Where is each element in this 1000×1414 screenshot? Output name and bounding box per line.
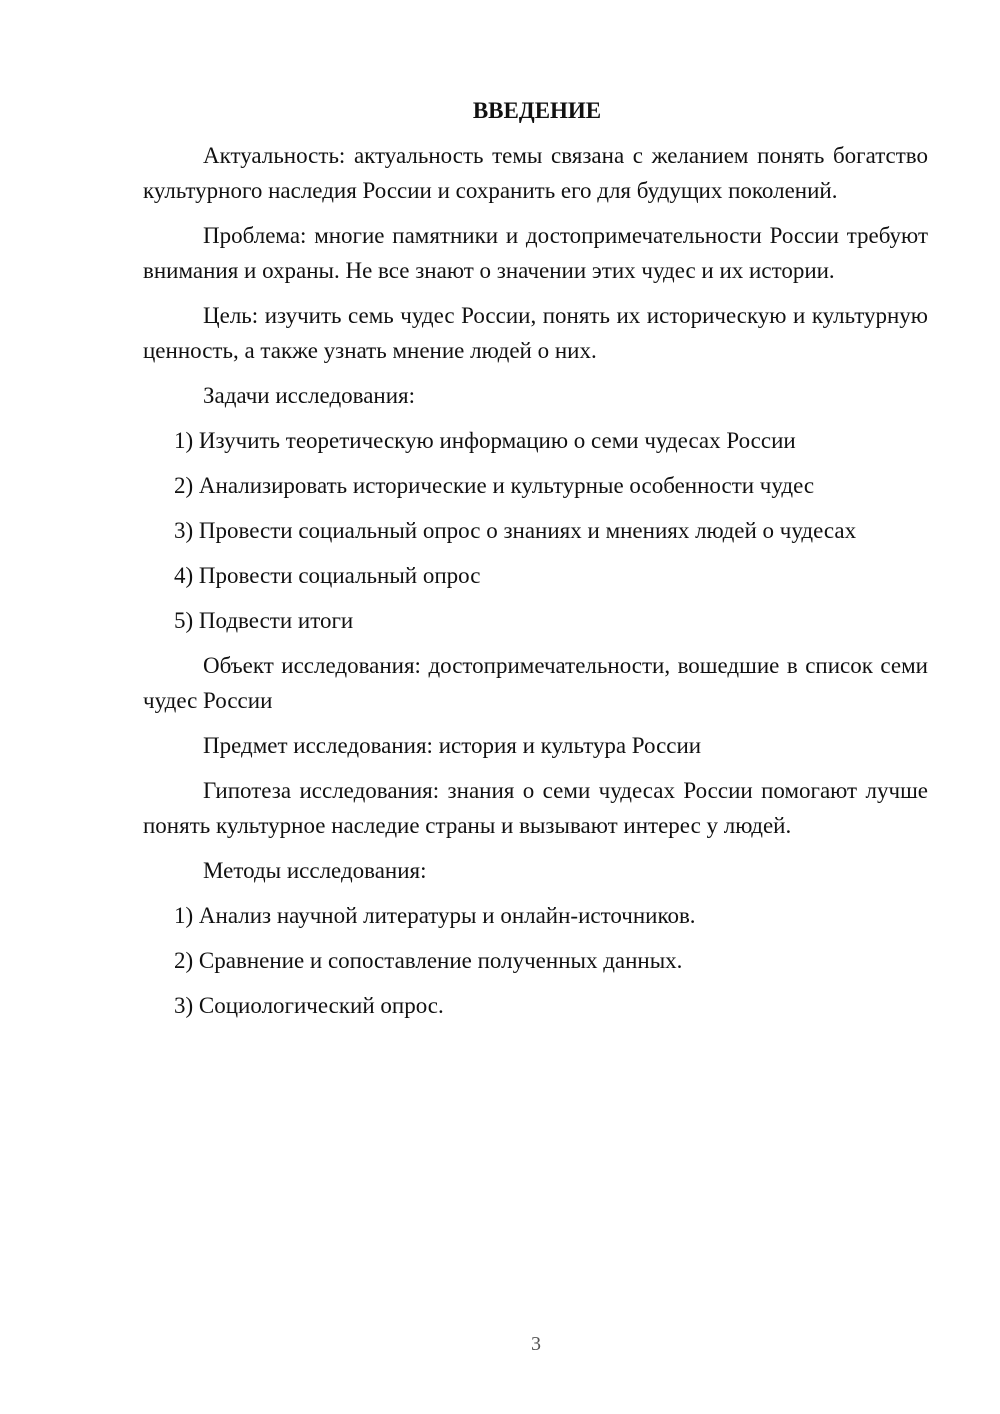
tasks-list [143, 423, 928, 638]
method-item: 1) Анализ научной литературы и онлайн-источников. [174, 903, 696, 928]
tasks-title: Задачи исследования: [203, 383, 416, 408]
problem-paragraph: Проблема: многие памятники и достопримечательности России требуют внимания и охраны. Не все знают о значении этих чудес и их истории. [143, 223, 928, 283]
methods-list [143, 898, 928, 1023]
task-item: 5) Подвести итоги [174, 608, 354, 633]
object-paragraph: Объект исследования: достопримечательности, вошедшие в список семи чудес России [143, 653, 928, 713]
hypothesis-paragraph: Гипотеза исследования: знания о семи чудесах России помогают лучше понять культурное наследие страны и вызывают интерес у людей. [143, 778, 928, 838]
methods-title: Методы исследования: [203, 858, 427, 883]
section-heading: ВВЕДЕНИЕ [472, 98, 602, 123]
method-item: 3) Социологический опрос. [174, 993, 444, 1018]
goal-paragraph: Цель: изучить семь чудес России, понять их историческую и культурную ценность, а также узнать мнение людей о них. [143, 303, 928, 363]
subject-paragraph: Предмет исследования: история и культура России [203, 733, 702, 758]
page-content [143, 96, 928, 1033]
task-item: 4) Провести социальный опрос [174, 563, 481, 588]
task-item: 3) Провести социальный опрос о знаниях и мнениях людей о чудесах [174, 518, 857, 543]
task-item: 2) Анализировать исторические и культурные особенности чудес [174, 473, 815, 498]
method-item: 2) Сравнение и сопоставление полученных данных. [174, 948, 683, 973]
task-item: 1) Изучить теоретическую информацию о семи чудесах России [174, 428, 796, 453]
relevance-paragraph: Актуальность: актуальность темы связана с желанием понять богатство культурного наследия России и сохранить его для будущих поколений. [143, 143, 928, 203]
page-number: 3 [531, 1333, 541, 1355]
